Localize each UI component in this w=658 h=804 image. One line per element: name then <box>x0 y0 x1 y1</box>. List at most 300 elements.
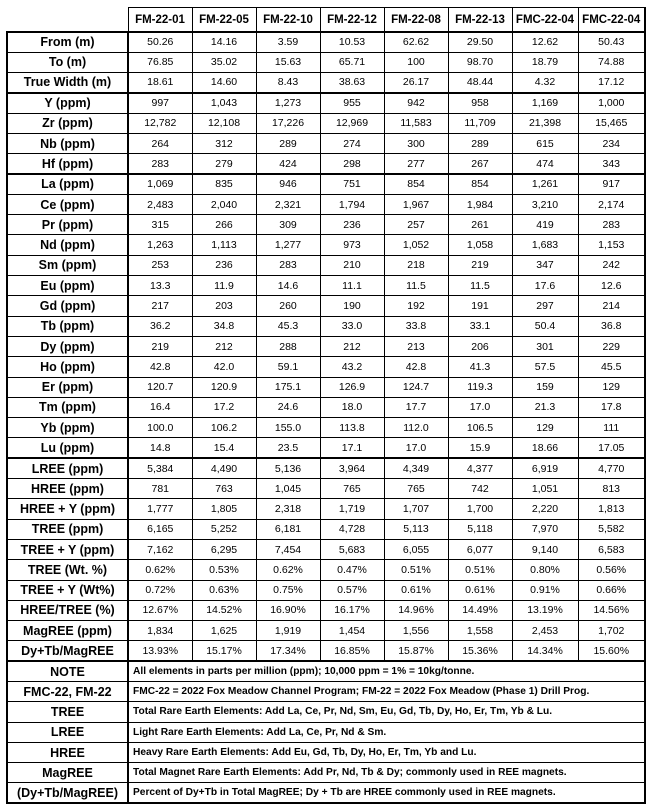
column-header: FM-22-08 <box>384 8 448 33</box>
note-label: HREE <box>7 742 128 762</box>
note-text: Light Rare Earth Elements: Add La, Ce, Pr, Nd & Sm. <box>128 722 645 742</box>
cell-value: 113.8 <box>320 418 384 438</box>
cell-value: 23.5 <box>256 438 320 458</box>
data-body <box>7 32 645 661</box>
cell-value: 1,805 <box>192 499 256 519</box>
table-row <box>7 32 645 52</box>
row-label: TREE (Wt. %) <box>7 560 128 580</box>
cell-value: 1,794 <box>320 194 384 214</box>
cell-value: 41.3 <box>448 357 512 377</box>
cell-value: 214 <box>578 296 645 316</box>
cell-value: 206 <box>448 336 512 356</box>
cell-value: 751 <box>320 174 384 194</box>
cell-value: 12.62 <box>512 32 578 52</box>
cell-value: 474 <box>512 154 578 174</box>
cell-value: 12,108 <box>192 113 256 133</box>
cell-value: 242 <box>578 255 645 275</box>
cell-value: 16.17% <box>320 600 384 620</box>
cell-value: 260 <box>256 296 320 316</box>
table-row <box>7 336 645 356</box>
cell-value: 946 <box>256 174 320 194</box>
row-label: TREE + Y (Wt%) <box>7 580 128 600</box>
cell-value: 0.51% <box>384 560 448 580</box>
cell-value: 17.8 <box>578 397 645 417</box>
cell-value: 17.0 <box>384 438 448 458</box>
cell-value: 0.63% <box>192 580 256 600</box>
row-label: HREE + Y (ppm) <box>7 499 128 519</box>
cell-value: 283 <box>578 215 645 235</box>
cell-value: 42.8 <box>128 357 192 377</box>
cell-value: 4,377 <box>448 458 512 478</box>
note-label: NOTE <box>7 661 128 681</box>
cell-value: 1,052 <box>384 235 448 255</box>
cell-value: 36.8 <box>578 316 645 336</box>
cell-value: 1,967 <box>384 194 448 214</box>
cell-value: 14.96% <box>384 600 448 620</box>
cell-value: 15.87% <box>384 641 448 661</box>
cell-value: 100 <box>384 52 448 72</box>
table-row <box>7 93 645 113</box>
cell-value: 2,220 <box>512 499 578 519</box>
table-row <box>7 418 645 438</box>
cell-value: 15.36% <box>448 641 512 661</box>
cell-value: 192 <box>384 296 448 316</box>
cell-value: 1,777 <box>128 499 192 519</box>
table-row <box>7 174 645 194</box>
cell-value: 1,719 <box>320 499 384 519</box>
cell-value: 1,707 <box>384 499 448 519</box>
assay-results-table <box>6 7 646 804</box>
cell-value: 0.61% <box>384 580 448 600</box>
cell-value: 65.71 <box>320 52 384 72</box>
cell-value: 234 <box>578 133 645 153</box>
table-row <box>7 600 645 620</box>
cell-value: 0.57% <box>320 580 384 600</box>
cell-value: 4,728 <box>320 519 384 539</box>
cell-value: 267 <box>448 154 512 174</box>
cell-value: 191 <box>448 296 512 316</box>
cell-value: 14.49% <box>448 600 512 620</box>
cell-value: 0.62% <box>128 560 192 580</box>
cell-value: 854 <box>384 174 448 194</box>
column-header: FM-22-13 <box>448 8 512 33</box>
note-text: Total Magnet Rare Earth Elements: Add Pr, Nd, Tb & Dy; commonly used in REE magnets. <box>128 763 645 783</box>
cell-value: 236 <box>192 255 256 275</box>
cell-value: 1,261 <box>512 174 578 194</box>
cell-value: 111 <box>578 418 645 438</box>
row-label: True Width (m) <box>7 73 128 93</box>
cell-value: 0.72% <box>128 580 192 600</box>
cell-value: 835 <box>192 174 256 194</box>
cell-value: 615 <box>512 133 578 153</box>
cell-value: 50.4 <box>512 316 578 336</box>
cell-value: 1,834 <box>128 621 192 641</box>
cell-value: 48.44 <box>448 73 512 93</box>
cell-value: 253 <box>128 255 192 275</box>
cell-value: 159 <box>512 377 578 397</box>
cell-value: 129 <box>578 377 645 397</box>
cell-value: 17.34% <box>256 641 320 661</box>
column-header: FMC-22-04 <box>512 8 578 33</box>
cell-value: 315 <box>128 215 192 235</box>
note-text: Heavy Rare Earth Elements: Add Eu, Gd, Tb, Dy, Ho, Er, Tm, Yb and Lu. <box>128 742 645 762</box>
cell-value: 17.05 <box>578 438 645 458</box>
cell-value: 6,077 <box>448 539 512 559</box>
cell-value: 4,490 <box>192 458 256 478</box>
cell-value: 106.5 <box>448 418 512 438</box>
cell-value: 212 <box>192 336 256 356</box>
cell-value: 0.61% <box>448 580 512 600</box>
cell-value: 50.26 <box>128 32 192 52</box>
table-row <box>7 276 645 296</box>
cell-value: 155.0 <box>256 418 320 438</box>
cell-value: 217 <box>128 296 192 316</box>
cell-value: 300 <box>384 133 448 153</box>
cell-value: 190 <box>320 296 384 316</box>
cell-value: 347 <box>512 255 578 275</box>
cell-value: 288 <box>256 336 320 356</box>
cell-value: 1,058 <box>448 235 512 255</box>
cell-value: 1,919 <box>256 621 320 641</box>
table-row <box>7 479 645 499</box>
cell-value: 62.62 <box>384 32 448 52</box>
cell-value: 4.32 <box>512 73 578 93</box>
cell-value: 5,136 <box>256 458 320 478</box>
table-row <box>7 113 645 133</box>
note-label: FMC-22, FM-22 <box>7 682 128 702</box>
row-label: Hf (ppm) <box>7 154 128 174</box>
cell-value: 277 <box>384 154 448 174</box>
cell-value: 124.7 <box>384 377 448 397</box>
cell-value: 17.7 <box>384 397 448 417</box>
cell-value: 175.1 <box>256 377 320 397</box>
row-label: MagREE (ppm) <box>7 621 128 641</box>
cell-value: 17,226 <box>256 113 320 133</box>
table-row <box>7 458 645 478</box>
table-row <box>7 519 645 539</box>
cell-value: 424 <box>256 154 320 174</box>
note-row <box>7 682 645 702</box>
cell-value: 74.88 <box>578 52 645 72</box>
cell-value: 14.52% <box>192 600 256 620</box>
note-label: LREE <box>7 722 128 742</box>
cell-value: 36.2 <box>128 316 192 336</box>
cell-value: 1,051 <box>512 479 578 499</box>
cell-value: 1,556 <box>384 621 448 641</box>
cell-value: 2,318 <box>256 499 320 519</box>
cell-value: 7,970 <box>512 519 578 539</box>
cell-value: 129 <box>512 418 578 438</box>
row-label: Eu (ppm) <box>7 276 128 296</box>
cell-value: 120.9 <box>192 377 256 397</box>
cell-value: 942 <box>384 93 448 113</box>
table-row <box>7 621 645 641</box>
row-label: To (m) <box>7 52 128 72</box>
cell-value: 1,984 <box>448 194 512 214</box>
table-row <box>7 154 645 174</box>
cell-value: 2,040 <box>192 194 256 214</box>
cell-value: 1,558 <box>448 621 512 641</box>
table-row <box>7 215 645 235</box>
cell-value: 14.16 <box>192 32 256 52</box>
cell-value: 17.0 <box>448 397 512 417</box>
cell-value: 1,625 <box>192 621 256 641</box>
cell-value: 7,454 <box>256 539 320 559</box>
cell-value: 298 <box>320 154 384 174</box>
cell-value: 917 <box>578 174 645 194</box>
cell-value: 1,277 <box>256 235 320 255</box>
row-label: Tb (ppm) <box>7 316 128 336</box>
column-header: FM-22-01 <box>128 8 192 33</box>
cell-value: 8.43 <box>256 73 320 93</box>
cell-value: 765 <box>320 479 384 499</box>
cell-value: 312 <box>192 133 256 153</box>
table-row <box>7 73 645 93</box>
table-row <box>7 194 645 214</box>
note-label: MagREE <box>7 763 128 783</box>
note-row <box>7 763 645 783</box>
cell-value: 13.93% <box>128 641 192 661</box>
cell-value: 16.85% <box>320 641 384 661</box>
cell-value: 21.3 <box>512 397 578 417</box>
row-label: LREE (ppm) <box>7 458 128 478</box>
row-label: Ho (ppm) <box>7 357 128 377</box>
cell-value: 18.79 <box>512 52 578 72</box>
cell-value: 0.66% <box>578 580 645 600</box>
cell-value: 38.63 <box>320 73 384 93</box>
cell-value: 763 <box>192 479 256 499</box>
table-row <box>7 560 645 580</box>
cell-value: 297 <box>512 296 578 316</box>
cell-value: 18.0 <box>320 397 384 417</box>
cell-value: 12,782 <box>128 113 192 133</box>
cell-value: 120.7 <box>128 377 192 397</box>
cell-value: 5,252 <box>192 519 256 539</box>
row-label: HREE/TREE (%) <box>7 600 128 620</box>
cell-value: 4,349 <box>384 458 448 478</box>
cell-value: 33.1 <box>448 316 512 336</box>
cell-value: 0.56% <box>578 560 645 580</box>
table-row <box>7 397 645 417</box>
cell-value: 0.62% <box>256 560 320 580</box>
cell-value: 309 <box>256 215 320 235</box>
cell-value: 1,702 <box>578 621 645 641</box>
cell-value: 213 <box>384 336 448 356</box>
cell-value: 21,398 <box>512 113 578 133</box>
note-label: (Dy+Tb/MagREE) <box>7 783 128 803</box>
cell-value: 1,000 <box>578 93 645 113</box>
assay-table-container <box>6 7 646 804</box>
cell-value: 6,583 <box>578 539 645 559</box>
row-label: Gd (ppm) <box>7 296 128 316</box>
cell-value: 126.9 <box>320 377 384 397</box>
cell-value: 33.0 <box>320 316 384 336</box>
cell-value: 11,583 <box>384 113 448 133</box>
table-row <box>7 580 645 600</box>
cell-value: 997 <box>128 93 192 113</box>
row-label: Dy+Tb/MagREE <box>7 641 128 661</box>
cell-value: 781 <box>128 479 192 499</box>
cell-value: 24.6 <box>256 397 320 417</box>
cell-value: 0.53% <box>192 560 256 580</box>
cell-value: 1,454 <box>320 621 384 641</box>
cell-value: 33.8 <box>384 316 448 336</box>
cell-value: 16.4 <box>128 397 192 417</box>
table-row <box>7 296 645 316</box>
cell-value: 301 <box>512 336 578 356</box>
note-text: FMC-22 = 2022 Fox Meadow Channel Program; FM-22 = 2022 Fox Meadow (Phase 1) Drill Prog. <box>128 682 645 702</box>
cell-value: 257 <box>384 215 448 235</box>
cell-value: 6,919 <box>512 458 578 478</box>
cell-value: 43.2 <box>320 357 384 377</box>
table-row <box>7 52 645 72</box>
cell-value: 59.1 <box>256 357 320 377</box>
column-header: FM-22-10 <box>256 8 320 33</box>
cell-value: 283 <box>256 255 320 275</box>
row-label: From (m) <box>7 32 128 52</box>
header-row <box>7 8 645 33</box>
cell-value: 45.3 <box>256 316 320 336</box>
cell-value: 15.60% <box>578 641 645 661</box>
cell-value: 1,069 <box>128 174 192 194</box>
cell-value: 16.90% <box>256 600 320 620</box>
row-label: HREE (ppm) <box>7 479 128 499</box>
cell-value: 274 <box>320 133 384 153</box>
cell-value: 1,045 <box>256 479 320 499</box>
table-row <box>7 133 645 153</box>
cell-value: 3,210 <box>512 194 578 214</box>
cell-value: 5,118 <box>448 519 512 539</box>
cell-value: 219 <box>128 336 192 356</box>
cell-value: 17.6 <box>512 276 578 296</box>
cell-value: 813 <box>578 479 645 499</box>
cell-value: 76.85 <box>128 52 192 72</box>
row-label: Y (ppm) <box>7 93 128 113</box>
note-row <box>7 742 645 762</box>
notes-body <box>7 661 645 803</box>
row-label: Zr (ppm) <box>7 113 128 133</box>
row-label: Nd (ppm) <box>7 235 128 255</box>
cell-value: 11.5 <box>448 276 512 296</box>
table-row <box>7 357 645 377</box>
cell-value: 203 <box>192 296 256 316</box>
row-label: TREE (ppm) <box>7 519 128 539</box>
row-label: Ce (ppm) <box>7 194 128 214</box>
cell-value: 219 <box>448 255 512 275</box>
cell-value: 5,113 <box>384 519 448 539</box>
note-text: Percent of Dy+Tb in Total MagREE; Dy + Tb are HREE commonly used in REE magnets. <box>128 783 645 803</box>
cell-value: 0.47% <box>320 560 384 580</box>
row-label: Yb (ppm) <box>7 418 128 438</box>
cell-value: 15.4 <box>192 438 256 458</box>
cell-value: 17.1 <box>320 438 384 458</box>
cell-value: 419 <box>512 215 578 235</box>
cell-value: 12,969 <box>320 113 384 133</box>
note-text: All elements in parts per million (ppm); 10,000 ppm = 1% = 10kg/tonne. <box>128 661 645 681</box>
cell-value: 1,169 <box>512 93 578 113</box>
cell-value: 100.0 <box>128 418 192 438</box>
cell-value: 29.50 <box>448 32 512 52</box>
row-label: Tm (ppm) <box>7 397 128 417</box>
row-label: Sm (ppm) <box>7 255 128 275</box>
cell-value: 955 <box>320 93 384 113</box>
cell-value: 14.8 <box>128 438 192 458</box>
cell-value: 343 <box>578 154 645 174</box>
note-row <box>7 783 645 803</box>
cell-value: 289 <box>448 133 512 153</box>
cell-value: 236 <box>320 215 384 235</box>
table-row <box>7 438 645 458</box>
cell-value: 1,683 <box>512 235 578 255</box>
cell-value: 3.59 <box>256 32 320 52</box>
cell-value: 15.9 <box>448 438 512 458</box>
row-label: Dy (ppm) <box>7 336 128 356</box>
row-label: La (ppm) <box>7 174 128 194</box>
cell-value: 13.3 <box>128 276 192 296</box>
cell-value: 229 <box>578 336 645 356</box>
cell-value: 10.53 <box>320 32 384 52</box>
cell-value: 13.19% <box>512 600 578 620</box>
header-blank <box>7 8 128 33</box>
cell-value: 1,113 <box>192 235 256 255</box>
cell-value: 26.17 <box>384 73 448 93</box>
cell-value: 11.5 <box>384 276 448 296</box>
cell-value: 279 <box>192 154 256 174</box>
cell-value: 1,700 <box>448 499 512 519</box>
cell-value: 106.2 <box>192 418 256 438</box>
cell-value: 11,709 <box>448 113 512 133</box>
cell-value: 112.0 <box>384 418 448 438</box>
cell-value: 742 <box>448 479 512 499</box>
cell-value: 12.6 <box>578 276 645 296</box>
cell-value: 119.3 <box>448 377 512 397</box>
cell-value: 264 <box>128 133 192 153</box>
cell-value: 0.91% <box>512 580 578 600</box>
cell-value: 15.63 <box>256 52 320 72</box>
cell-value: 17.2 <box>192 397 256 417</box>
cell-value: 212 <box>320 336 384 356</box>
table-row <box>7 255 645 275</box>
cell-value: 1,813 <box>578 499 645 519</box>
cell-value: 6,165 <box>128 519 192 539</box>
note-text: Total Rare Earth Elements: Add La, Ce, Pr, Nd, Sm, Eu, Gd, Tb, Dy, Ho, Er, Tm, Yb & Lu. <box>128 702 645 722</box>
cell-value: 14.6 <box>256 276 320 296</box>
table-row <box>7 539 645 559</box>
cell-value: 1,043 <box>192 93 256 113</box>
note-row <box>7 702 645 722</box>
cell-value: 5,582 <box>578 519 645 539</box>
table-row <box>7 377 645 397</box>
cell-value: 1,263 <box>128 235 192 255</box>
cell-value: 12.67% <box>128 600 192 620</box>
row-label: Pr (ppm) <box>7 215 128 235</box>
cell-value: 266 <box>192 215 256 235</box>
cell-value: 4,770 <box>578 458 645 478</box>
cell-value: 15,465 <box>578 113 645 133</box>
column-header: FM-22-12 <box>320 8 384 33</box>
cell-value: 2,453 <box>512 621 578 641</box>
cell-value: 6,295 <box>192 539 256 559</box>
table-row <box>7 235 645 255</box>
row-label: Nb (ppm) <box>7 133 128 153</box>
note-row <box>7 661 645 681</box>
cell-value: 18.66 <box>512 438 578 458</box>
cell-value: 1,273 <box>256 93 320 113</box>
cell-value: 14.56% <box>578 600 645 620</box>
row-label: TREE + Y (ppm) <box>7 539 128 559</box>
cell-value: 854 <box>448 174 512 194</box>
cell-value: 765 <box>384 479 448 499</box>
